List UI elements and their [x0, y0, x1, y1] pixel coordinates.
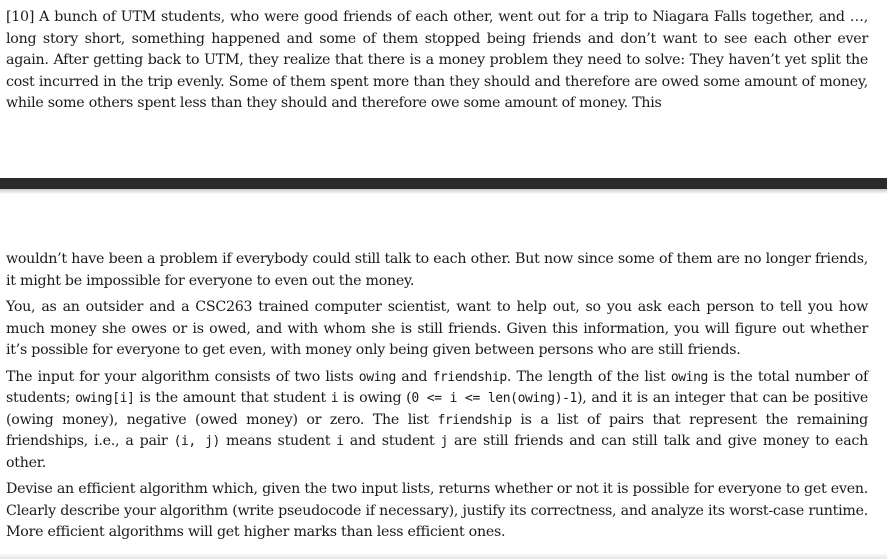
code-i: i — [336, 434, 344, 449]
text-segment: is the total number of students; — [6, 368, 868, 406]
code-owing: owing — [670, 369, 708, 385]
paragraph-continuation: wouldn’t have been a problem if everybody could still talk to each other. But now since some of them are no longer friends, it might be impossible for everyone to even out the money. — [6, 251, 868, 289]
text-segment: and — [395, 368, 433, 385]
text-segment: ), and it is an integer that can be positive (owing money), negative (owed money) or zero. The list — [6, 390, 869, 428]
text-segment: means student — [219, 433, 337, 449]
page-divider — [0, 178, 887, 189]
code-pair: (i, j) — [173, 434, 220, 449]
code-friendship: friendship — [432, 369, 507, 385]
question-intro-text: A bunch of UTM students, who were good friends of each other, went out for a trip to Niagara Falls together, and …, long story short, something happened and some of them stopped being friends and don’t want to see each other ever again. After getting back to UTM, they realize that there is a money problem they need to solve: They haven’t yet split the cost incurred in the trip evenly. Some of them spent more than they should and therefore are owed some amount of money, while some others spent less than they should and therefore owe some amount of money. This — [6, 9, 868, 111]
question-marks: [10] — [6, 9, 35, 25]
page-bottom-edge — [0, 553, 887, 559]
text-segment: . The length of the list — [506, 368, 671, 385]
page-divider-shadow — [0, 189, 887, 194]
question-body — [6, 249, 868, 549]
text-segment: is the amount that student — [134, 390, 331, 406]
code-j: j — [440, 434, 448, 449]
text-segment: is a list of pairs that represent the remaining friendships, i.e., a pair — [6, 411, 868, 449]
text-segment: is owing ( — [338, 390, 412, 406]
paragraph-outsider: You, as an outsider and a CSC263 trained computer scientist, want to help out, so you ask each person to tell you how much money she owes or is owed, and with whom she is still friends. Given this information, you will figure out whether it’s possible for everyone to get even, with money only being given between persons who are still friends. — [6, 299, 868, 358]
code-friendship: friendship — [437, 412, 512, 428]
code-i: i — [330, 391, 339, 406]
code-owing-index: owing[i] — [75, 391, 135, 406]
paragraph-input-description — [6, 367, 868, 475]
code-index-range: 0 <= i <= len(owing)-1 — [411, 391, 577, 406]
question-intro — [6, 7, 868, 115]
code-owing: owing — [358, 369, 396, 385]
paragraph-task: Devise an efficient algorithm which, given the two input lists, returns whether or not it is possible for everyone to get even. Clearly describe your algorithm (write pseudocode if necessary), justify its correctness, and analyze its worst-case runtime. More efficient algorithms will get higher marks than less efficient ones. — [6, 481, 868, 540]
text-segment: The input for your algorithm consists of two lists — [6, 368, 359, 385]
text-segment: are still friends and can still talk and give money to each other. — [6, 433, 868, 471]
text-segment: and student — [343, 433, 441, 449]
